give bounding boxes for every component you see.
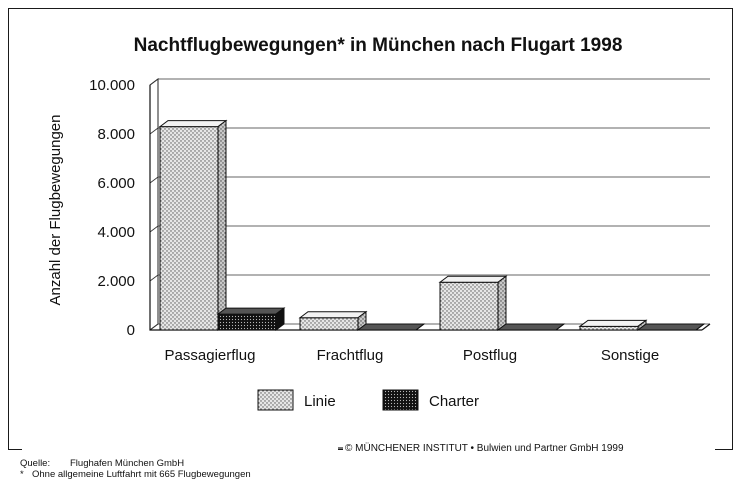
x-category-label: Passagierflug <box>164 347 256 364</box>
bar-top <box>218 308 284 314</box>
y-tick-label: 6.000 <box>97 175 135 192</box>
x-category-label: Postflug <box>462 347 518 364</box>
y-tick-label: 4.000 <box>97 224 135 241</box>
bar-front <box>580 326 638 330</box>
source-text: Flughafen München GmbH <box>70 458 185 469</box>
y-tick-label: 0 <box>126 322 135 339</box>
legend-swatch-linie <box>258 390 293 410</box>
bar-top <box>498 324 564 330</box>
legend-swatch-charter <box>383 390 418 410</box>
bar-side <box>218 121 226 330</box>
bar-charter-sonstige <box>638 324 704 330</box>
y-axis-label: Anzahl der Flugbewegungen <box>47 114 64 306</box>
legend <box>258 390 479 410</box>
bar-linie-frachtflug <box>300 312 366 330</box>
plot-area <box>89 77 710 364</box>
bar-charter-frachtflug <box>358 324 424 330</box>
bar-front <box>218 314 276 330</box>
footnote-mark: * <box>20 469 24 480</box>
y-tick-label: 10.000 <box>89 77 135 94</box>
bar-linie-passagierflug <box>160 121 226 330</box>
bar-side <box>498 276 506 330</box>
bar-charter-postflug <box>498 324 564 330</box>
bar-linie-postflug <box>440 276 506 330</box>
bar-top <box>300 312 366 318</box>
x-category-label: Sonstige <box>600 347 660 364</box>
bar-front <box>300 318 358 330</box>
chart-title: Nachtflugbewegungen* in München nach Flugart 1998 <box>133 35 623 56</box>
bar-linie-sonstige <box>580 320 646 330</box>
plot-side-wall <box>150 79 158 330</box>
x-category-label: Frachtflug <box>316 347 384 364</box>
bar-top <box>638 324 704 330</box>
bar-top <box>580 320 646 326</box>
footnote-text: Ohne allgemeine Luftfahrt mit 665 Flugbewegungen <box>32 469 251 480</box>
copyright-credit: © MÜNCHENER INSTITUT • Bulwien und Partner GmbH 1999 <box>345 443 624 454</box>
y-tick-label: 2.000 <box>97 273 135 290</box>
bar-top <box>358 324 424 330</box>
source-label: Quelle: <box>20 458 51 469</box>
legend-label-linie: Linie <box>304 393 336 410</box>
bar-charter-passagierflug <box>218 308 284 330</box>
bar-front <box>440 282 498 330</box>
y-tick-label: 8.000 <box>97 126 135 143</box>
legend-label-charter: Charter <box>429 393 480 410</box>
bar-top <box>160 121 226 127</box>
bar-top <box>440 276 506 282</box>
bar-front <box>160 127 218 330</box>
source-notes <box>20 458 251 480</box>
